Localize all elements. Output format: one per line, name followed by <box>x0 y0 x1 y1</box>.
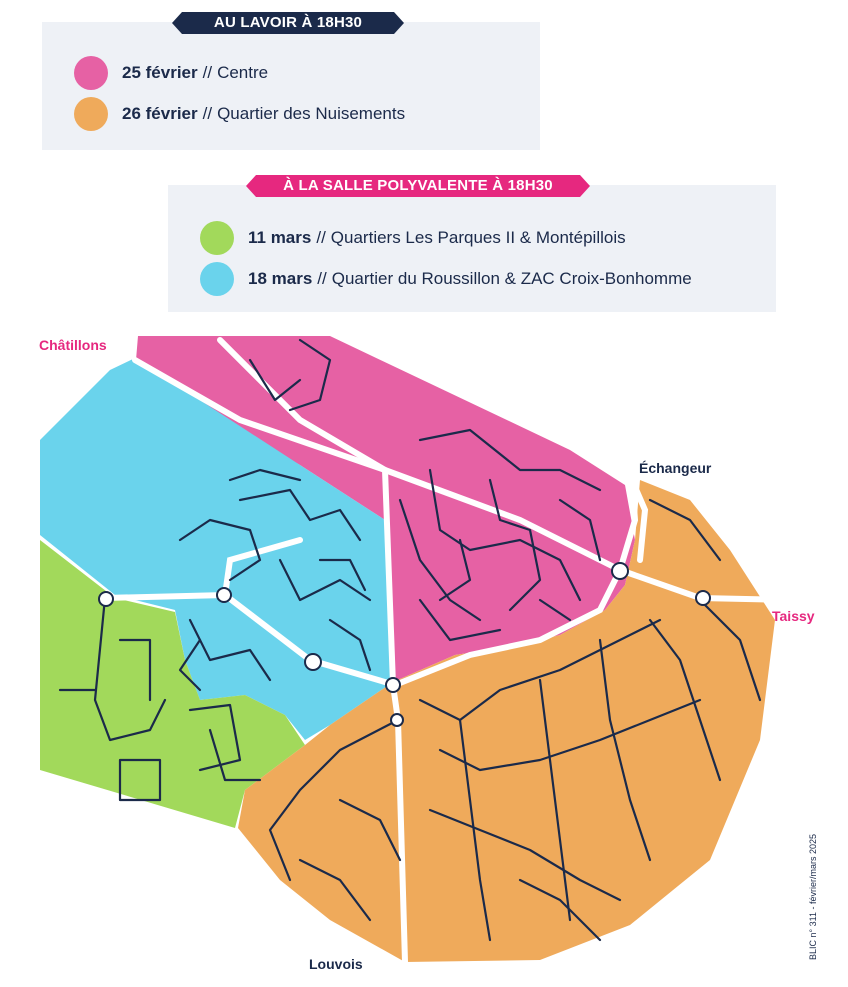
roundabout <box>99 592 113 606</box>
legend-separator: // <box>317 269 327 288</box>
roundabout <box>612 563 628 579</box>
legend-area: Quartier du Roussillon & ZAC Croix-Bonhomme <box>331 269 692 288</box>
legend-date: 11 mars <box>248 228 312 247</box>
legend-date: 18 mars <box>248 269 313 288</box>
roundabout <box>386 678 400 692</box>
legend-area: Quartiers Les Parques II & Montépillois <box>330 228 626 247</box>
roundabout <box>305 654 321 670</box>
roundabout <box>217 588 231 602</box>
roundabout <box>696 591 710 605</box>
legend-date: 26 février <box>122 104 198 123</box>
issue-credit: BLIC n° 311 - février/mars 2025 <box>808 834 818 960</box>
place-label-louvois: Louvois <box>309 956 363 972</box>
place-label-echangeur: Échangeur <box>639 460 712 476</box>
legend-area: Quartier des Nuisements <box>217 104 406 123</box>
place-label-chatillons: Châtillons <box>39 337 107 353</box>
legend-separator: // <box>316 228 326 247</box>
banner-salle: À LA SALLE POLYVALENTE À 18H30 <box>256 175 580 197</box>
place-label-taissy: Taissy <box>772 608 815 624</box>
legend-separator: // <box>202 63 213 82</box>
legend-separator: // <box>202 104 213 123</box>
legend-date: 25 février <box>122 63 198 82</box>
legend-area: Centre <box>217 63 269 82</box>
roundabout <box>391 714 403 726</box>
banner-lavoir: AU LAVOIR À 18H30 <box>182 12 394 34</box>
